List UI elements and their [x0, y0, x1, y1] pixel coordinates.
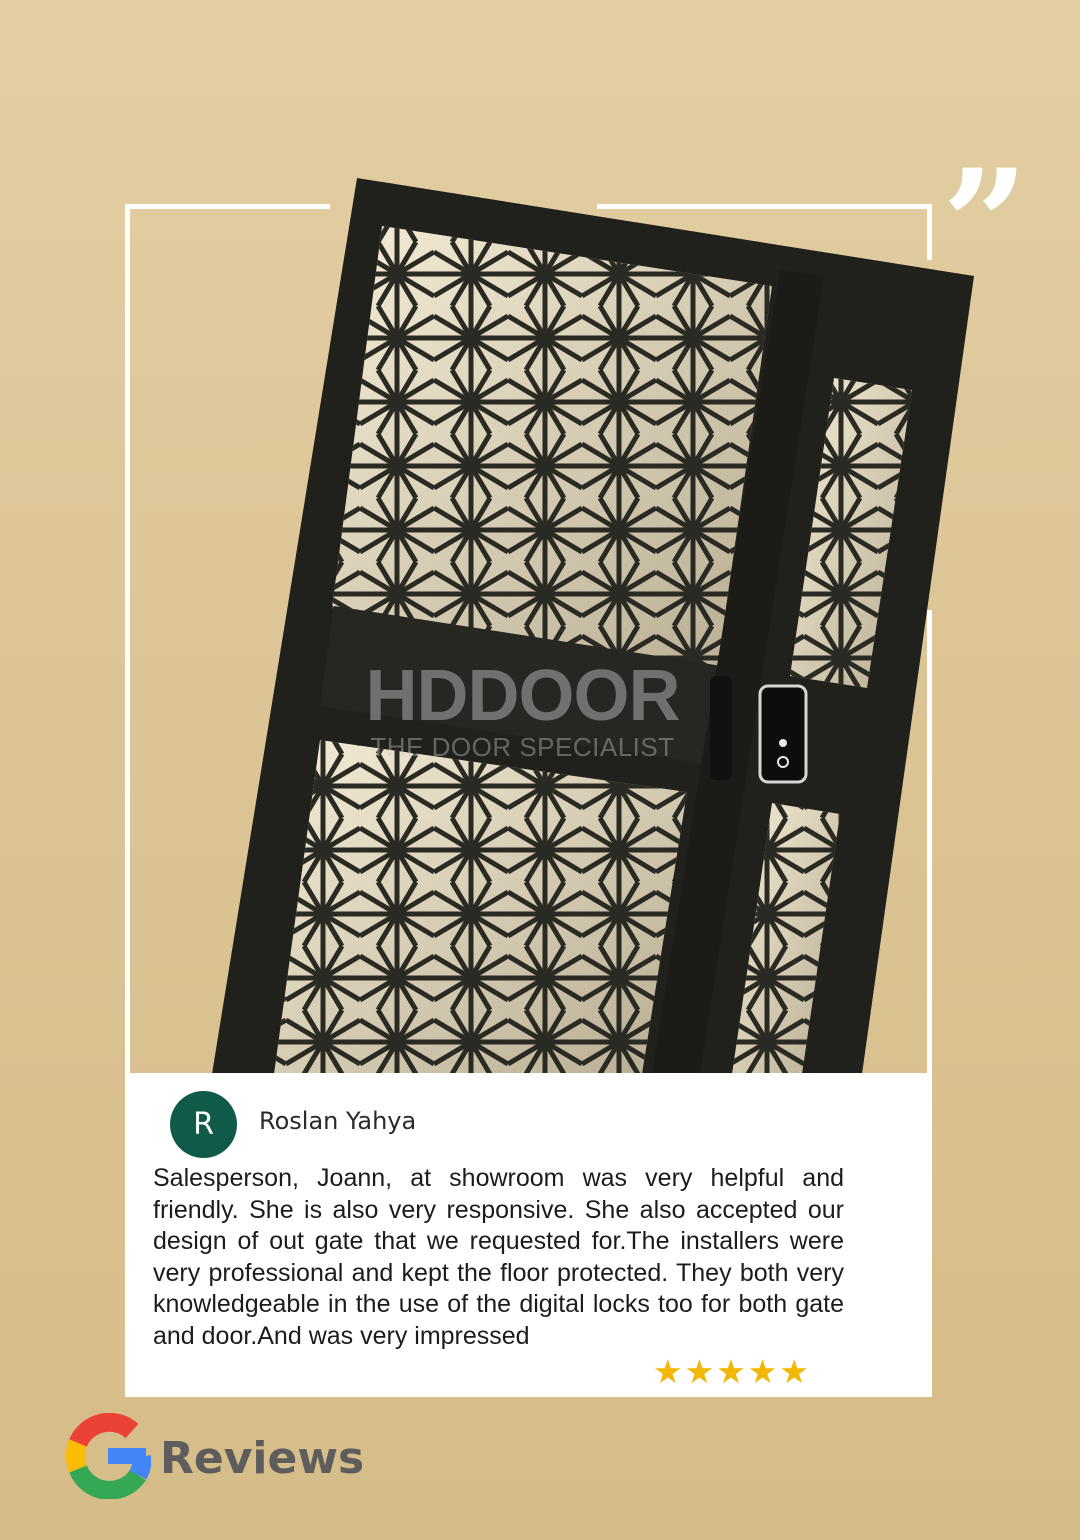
review-card [125, 1073, 932, 1397]
star-rating: ★★★★★ [653, 1352, 811, 1391]
watermark-brand: HDDOOR [365, 656, 680, 736]
reviewer-name: Roslan Yahya [259, 1107, 417, 1135]
google-g-icon [65, 1413, 151, 1499]
watermark-tagline: THE DOOR SPECIALIST [370, 732, 675, 762]
reviews-label: Reviews [160, 1433, 365, 1484]
frame-left-line [125, 204, 130, 1074]
quote-mark-icon: ” [942, 137, 1015, 313]
avatar: R [170, 1091, 237, 1158]
door-photo [212, 178, 974, 1074]
review-text: Salesperson, Joann, at showroom was very helpful and friendly. She is also very responsive. She also accepted our design of out gate that we requested for.The installers were very professional and kept the floor protected. They both very knowledgeable in the use of the digital locks too for both gate and door.And was very impressed [153, 1164, 844, 1350]
